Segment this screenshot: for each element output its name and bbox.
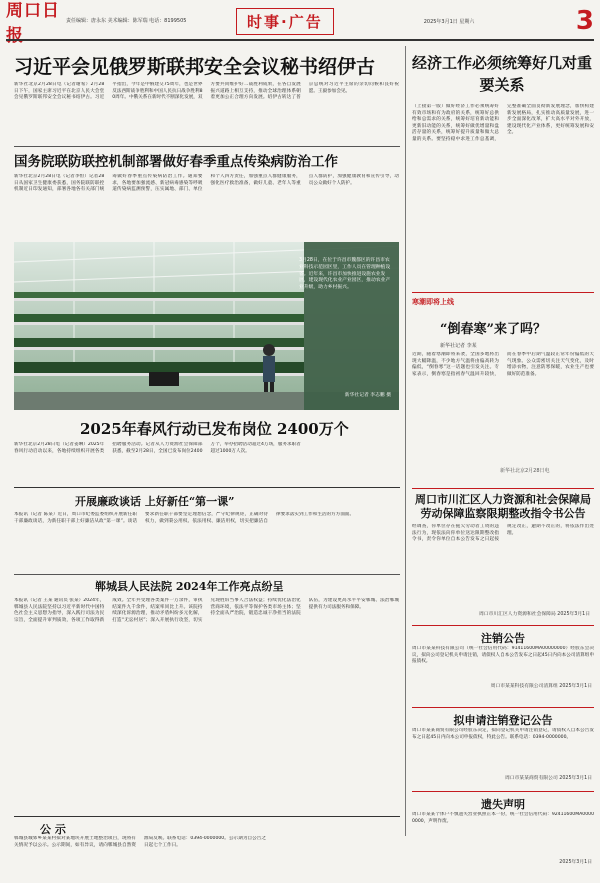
article-dateline: 新华社北京2月28日电 xyxy=(500,468,550,474)
photo-caption: 3月28日，在位于许昌市魏都区的许昌市农业科技示范园区里，工作人员在管理种植设备。近年来，许昌市加快推进设施农业发展，建设现代化农业产业园区，推动农业产业升级，助力乡村振兴。 xyxy=(299,258,391,291)
issue-date: 2025年3月1日 星期六 xyxy=(423,18,475,25)
article-headline[interactable]: 郸城县人民法院 2024年工作亮点纷呈 xyxy=(95,580,284,593)
divider xyxy=(412,488,594,489)
newspaper-logo: 周口日报 xyxy=(6,1,60,46)
classified-signature: 2025年3月1日 xyxy=(559,860,592,865)
article-kicker: 寒潮即将上线 xyxy=(412,298,454,306)
column-divider xyxy=(405,46,406,836)
divider xyxy=(412,707,594,708)
greenhouse-photo[interactable] xyxy=(14,242,399,410)
article-headline[interactable]: “倒春寒”来了吗？ xyxy=(440,322,546,337)
article-body: 近期，随着寒潮即将来袭，全国多地将出现大幅降温，不少地方气温将由偏高转为偏低，“倒春寒”这一话题也引发关注。专家表示，倒春寒是指初春气温回升较快，而在春季中后期气温较正常年份偏低的天气现象。公众需密切关注天气变化，及时增添衣物，注意防寒保暖，农业生产也要做好防范准备。 xyxy=(412,352,594,377)
divider xyxy=(412,625,594,626)
feature-headline[interactable]: 经济工作必须统筹好几对重要关系 xyxy=(412,54,593,94)
photo-credit: 新华社记者 李志鹏 摄 xyxy=(344,393,391,398)
divider xyxy=(412,791,594,792)
masthead xyxy=(6,1,594,46)
classified-signature: 周口市某某科技有限公司清算组 2025年3月1日 xyxy=(490,684,592,689)
article-body: 本报讯（记者 陈某）近日，周口市纪委监委组织开展新任职干部廉政谈话，为新任职干部上好廉洁从政“第一课”。谈话要求新任职干部要坚定理想信念，严守纪律规矩，正确对待权力，做到秉公用权、依法用权、廉洁用权，切实把廉洁自律要求落实到工作和生活的方方面面。 xyxy=(14,512,355,524)
classified-title[interactable]: 周口市川汇区人力资源和社会保障局劳动保障监察限期整改指令书公告 xyxy=(415,493,591,520)
page-number: 3 xyxy=(575,6,594,36)
classified-body: 周口市某某个体户不慎遗失营业执照正本一份，统一社会信用代码：92411600MA00000000，声明作废。 xyxy=(412,812,594,824)
article-headline[interactable]: 开展廉政谈话 上好新任“第一课” xyxy=(75,495,235,508)
classified-signature: 周口市川汇区人力资源和社会保障局 2025年3月1日 xyxy=(479,612,590,617)
classified-body: 周口市某某商贸有限公司经股东决定，拟向登记机关申请注销登记，请债权人自本公告发布之日起45日内向本公司申报债权，特此公告。联系电话：0394-0000000。 xyxy=(412,728,594,740)
article-body: 新华社北京2月28日电（记者谢希）2月28日下午，国家主席习近平在北京人民大会堂会见俄罗斯联邦安全会议秘书绍伊古。习近平指出，今年是中俄建交75周年，也是世界反法西斯战争胜利和中国人民抗日战争胜利80周年。中俄关系在新时代不断深化发展，双方要共同维护好二战胜利成果，在各自发展振兴道路上相互支持，推动全球治理体系朝着更加公正合理方向发展。绍伊古转达了普京总统对习近平主席的亲切问候和良好祝愿。王毅参加会见。 xyxy=(14,82,399,101)
article-byline: 新华社记者 李某 xyxy=(440,343,477,349)
article-body: 新华社北京2月28日电（记者姜琳）2025年春风行动启动以来，各地持续组织开展各类招聘服务活动。记者从人力资源社会保障部获悉，截至2月28日，全国已发布岗位2400万个，举办招聘活动超过4万场，服务求职者超过1000万人次。 xyxy=(14,442,301,454)
article-headline[interactable]: 习近平会见俄罗斯联邦安全会议秘书绍伊古 xyxy=(14,56,376,78)
divider xyxy=(14,816,400,817)
classified-signature: 周口市某某商贸有限公司 2025年3月1日 xyxy=(505,776,592,781)
article-body: 新华社北京2月28日电（记者李恒）记者28日从国家卫生健康委获悉，国务院联防联控机制近日印发通知，部署各地各有关部门统筹做好春季重点传染病防治工作。通知要求，各地要加强流感、新冠病毒感染等呼吸道传染病监测预警，压实属地、部门、单位和个人四方责任，加强重点人群健康服务，强化医疗救治准备，做好儿童、老年人等重点人群防护，加强健康教育和宣传引导，动员公众做好个人防护。 xyxy=(14,174,399,193)
masthead-rule xyxy=(6,39,594,41)
classified-body: 周口市某某科技有限公司（统一社会信用代码：91411600MA00000000）经股东会决议，拟向公司登记机关申请注销，请债权人自本公告发布之日起45日内向本公司清算组申报债权。 xyxy=(412,646,594,665)
article-headline[interactable]: 2025年春风行动已发布岗位 2400万个 xyxy=(80,420,349,438)
notice-body: 郸城县城郊乡某某村拟对某地块开展土地整治项目，现将有关情况予以公示。公示期间，如有异议，请向郸城县自然资源局反映。联系电话：0394-0000000。公示期为自公告之日起七个工作日。 xyxy=(14,836,266,848)
notice-title[interactable]: 公 示 xyxy=(40,823,66,836)
divider xyxy=(14,487,400,488)
classified-title[interactable]: 注销公告 xyxy=(481,632,525,645)
divider xyxy=(14,574,400,575)
classified-body: 经调查，你单位存在拖欠劳动者工资的违法行为，现依法向你单位送达限期整改指令书，责令你单位自本公告发布之日起按规定改正，逾期不改正的，将依法作出处理。 xyxy=(412,524,594,543)
classified-title[interactable]: 拟申请注销登记公告 xyxy=(453,714,553,727)
classified-title[interactable]: 遗失声明 xyxy=(481,798,525,811)
article-headline[interactable]: 国务院联防联控机制部署做好春季重点传染病防治工作 xyxy=(14,154,338,170)
divider xyxy=(412,292,594,293)
section-title: 时事·广告 xyxy=(236,8,334,35)
divider xyxy=(14,146,400,147)
article-body: 本报讯（记者 王某 通讯员 张某）2024年，郸城县人民法院坚持以习近平新时代中国特色社会主义思想为指导，深入践行司法为民宗旨，全面提升审判质效，各项工作取得新成效。全年共受理各类案件一万余件，审执结案件九千余件，结案率同比上升。该院持续深化诉源治理，推动矛盾纠纷多元化解，打造“无讼村居”；深入开展执行攻坚，切实兑现胜诉当事人合法权益；持续优化法治化营商环境，依法平等保护各类市场主体；坚持全面从严治院，锻造忠诚干净担当的法院队伍，为建设更高水平平安郸城、法治郸城提供有力司法服务和保障。 xyxy=(14,598,399,623)
masthead-meta: 责任编辑：唐永东 美术编辑：陈军瑞 电话：8199505 xyxy=(66,17,187,24)
feature-body: （上接第一版）做好经济工作必须统筹好有效市场和有为政府的关系，统筹好总供给和总需求的关系，统筹好培育新动能和更新旧动能的关系，统筹好做优增量和盘活存量的关系，统筹好提升质量和做大总量的关系。要坚持稳中求进工作总基调，完整准确全面贯彻新发展理念，加快构建新发展格局，扎实推动高质量发展，进一步全面深化改革，扩大高水平对外开放，建设现代化产业体系，更好统筹发展和安全。 xyxy=(412,104,594,142)
